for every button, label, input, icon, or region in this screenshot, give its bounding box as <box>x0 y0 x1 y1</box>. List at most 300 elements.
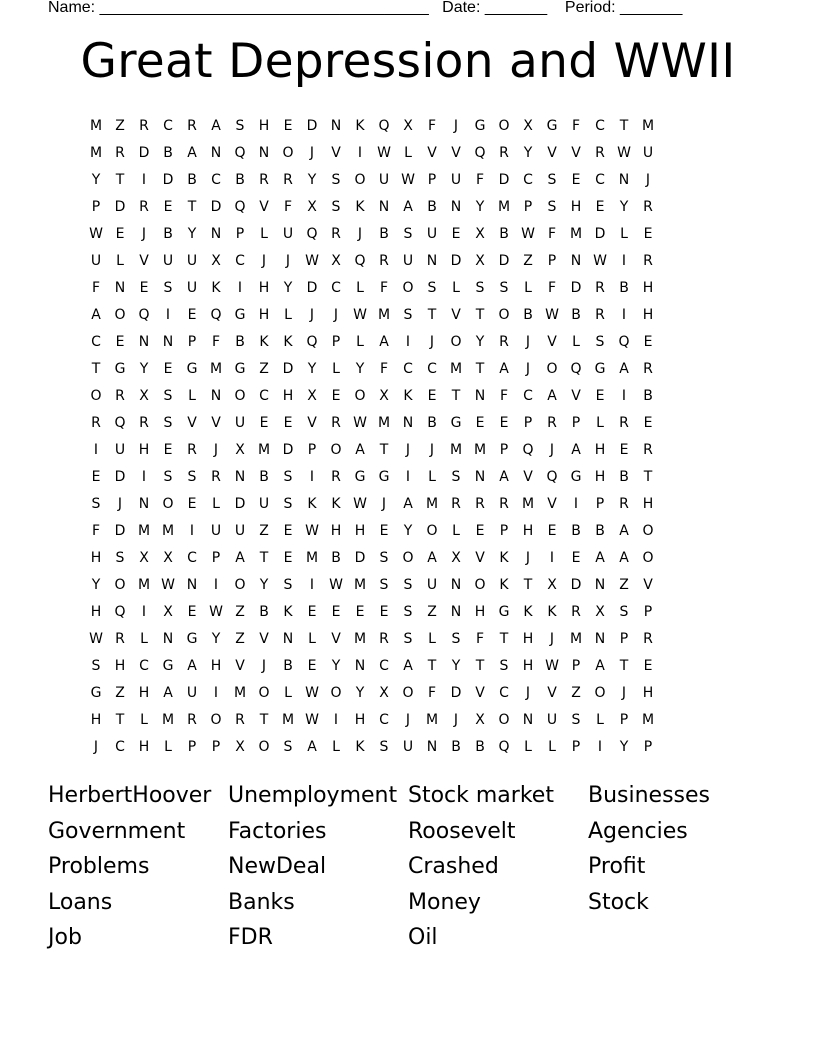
grid-letter: R <box>595 144 605 161</box>
grid-letter: F <box>379 360 389 377</box>
grid-letter: U <box>186 252 198 269</box>
grid-letter: R <box>115 387 125 404</box>
word-bank-item: FDR <box>228 925 273 951</box>
grid-letter: P <box>211 550 221 567</box>
grid-letter: V <box>259 198 269 215</box>
grid-letter: X <box>475 225 485 242</box>
grid-letter: N <box>570 252 582 269</box>
word-bank-item: Government <box>48 818 186 844</box>
grid-letter: K <box>403 387 413 404</box>
grid-letter: Y <box>475 333 485 350</box>
grid-letter: J <box>213 441 219 458</box>
grid-letter: X <box>211 252 221 269</box>
grid-letter: A <box>187 144 197 161</box>
grid-letter: S <box>547 171 557 188</box>
grid-letter: U <box>426 225 438 242</box>
grid-letter: O <box>330 441 342 458</box>
grid-letter: A <box>619 550 629 567</box>
grid-letter: Y <box>307 360 317 377</box>
grid-letter: Z <box>259 522 269 539</box>
grid-letter: A <box>547 387 557 404</box>
grid-letter: R <box>619 414 629 431</box>
grid-letter: E <box>187 306 197 323</box>
grid-letter: T <box>187 198 197 215</box>
grid-letter: J <box>525 333 531 350</box>
grid-letter: E <box>331 604 341 621</box>
grid-letter: L <box>524 279 532 296</box>
grid-letter: Q <box>234 144 246 161</box>
grid-letter: R <box>379 252 389 269</box>
grid-letter: A <box>403 495 413 512</box>
grid-letter: R <box>643 441 653 458</box>
grid-letter: S <box>403 577 413 594</box>
grid-row <box>84 680 732 707</box>
grid-letter: I <box>309 468 315 485</box>
grid-letter: E <box>571 171 581 188</box>
grid-letter: N <box>522 712 534 729</box>
grid-letter: R <box>379 631 389 648</box>
grid-letter: E <box>619 441 629 458</box>
grid-letter: I <box>333 712 339 729</box>
grid-letter: I <box>573 495 579 512</box>
grid-letter: S <box>163 279 173 296</box>
grid-letter: B <box>163 144 173 161</box>
grid-row <box>84 490 732 517</box>
grid-letter: M <box>137 522 151 539</box>
grid-letter: U <box>162 252 174 269</box>
grid-letter: Y <box>211 631 221 648</box>
grid-letter: Q <box>546 468 558 485</box>
grid-letter: E <box>283 414 293 431</box>
grid-letter: R <box>331 468 341 485</box>
grid-letter: P <box>643 739 653 756</box>
grid-letter: F <box>91 522 101 539</box>
grid-letter: V <box>451 306 461 323</box>
grid-letter: J <box>405 441 411 458</box>
grid-letter: Q <box>618 333 630 350</box>
word-bank-item: Roosevelt <box>408 818 516 844</box>
grid-row <box>84 301 732 328</box>
grid-letter: Q <box>306 333 318 350</box>
grid-letter: J <box>525 550 531 567</box>
grid-letter: D <box>354 550 366 567</box>
grid-letter: F <box>475 631 485 648</box>
grid-letter: B <box>163 225 173 242</box>
grid-letter: N <box>114 279 126 296</box>
grid-letter: E <box>307 604 317 621</box>
grid-letter: C <box>523 171 533 188</box>
grid-letter: E <box>331 387 341 404</box>
grid-letter: M <box>89 144 103 161</box>
grid-letter: C <box>211 171 221 188</box>
grid-letter: A <box>595 550 605 567</box>
grid-letter: X <box>547 577 557 594</box>
grid-letter: R <box>91 414 101 431</box>
grid-letter: N <box>138 495 150 512</box>
grid-letter: S <box>619 604 629 621</box>
grid-letter: D <box>114 468 126 485</box>
grid-letter: O <box>90 387 102 404</box>
grid-letter: V <box>451 144 461 161</box>
grid-letter: U <box>186 685 198 702</box>
grid-letter: O <box>258 685 270 702</box>
grid-letter: M <box>497 198 511 215</box>
word-bank-item: Profit <box>588 854 646 880</box>
grid-letter: L <box>428 468 436 485</box>
grid-letter: P <box>427 171 437 188</box>
grid-letter: N <box>474 387 486 404</box>
grid-letter: G <box>234 306 246 323</box>
grid-letter: M <box>521 495 535 512</box>
grid-letter: O <box>402 685 414 702</box>
grid-row <box>84 599 732 626</box>
grid-letter: E <box>379 522 389 539</box>
grid-letter: D <box>282 360 294 377</box>
grid-letter: S <box>115 550 125 567</box>
grid-letter: J <box>525 685 531 702</box>
grid-letter: M <box>473 441 487 458</box>
grid-letter: M <box>353 631 367 648</box>
grid-letter: V <box>307 414 317 431</box>
grid-letter: U <box>186 279 198 296</box>
grid-letter: V <box>139 252 149 269</box>
grid-letter: M <box>449 360 463 377</box>
grid-letter: M <box>305 550 319 567</box>
grid-letter: B <box>619 279 629 296</box>
grid-letter: L <box>572 333 580 350</box>
grid-letter: G <box>234 360 246 377</box>
grid-letter: V <box>331 144 341 161</box>
grid-letter: P <box>91 198 101 215</box>
grid-letter: N <box>378 198 390 215</box>
grid-letter: L <box>140 712 148 729</box>
grid-letter: E <box>259 414 269 431</box>
grid-letter: T <box>475 306 485 323</box>
grid-letter: F <box>427 117 437 134</box>
grid-letter: B <box>187 171 197 188</box>
grid-letter: W <box>305 252 319 269</box>
grid-letter: P <box>571 739 581 756</box>
grid-letter: A <box>91 306 101 323</box>
grid-letter: H <box>330 522 342 539</box>
grid-letter: W <box>353 495 367 512</box>
grid-letter: X <box>235 441 245 458</box>
grid-letter: G <box>90 685 102 702</box>
grid-letter: P <box>187 739 197 756</box>
grid-letter: M <box>257 441 271 458</box>
word-bank <box>48 780 768 958</box>
grid-letter: H <box>570 198 582 215</box>
grid-letter: S <box>163 414 173 431</box>
grid-letter: P <box>619 712 629 729</box>
grid-letter: M <box>209 360 223 377</box>
grid-row <box>84 328 732 355</box>
grid-letter: N <box>330 117 342 134</box>
grid-letter: U <box>450 171 462 188</box>
grid-letter: W <box>305 712 319 729</box>
grid-letter: G <box>186 631 198 648</box>
grid-letter: T <box>115 712 125 729</box>
page-title: Great Depression and WWII <box>80 34 736 89</box>
grid-letter: A <box>163 685 173 702</box>
grid-letter: E <box>547 522 557 539</box>
grid-letter: N <box>450 198 462 215</box>
grid-letter: V <box>187 414 197 431</box>
grid-letter: F <box>499 387 509 404</box>
grid-letter: P <box>643 604 653 621</box>
grid-letter: E <box>283 117 293 134</box>
grid-letter: E <box>643 658 653 675</box>
grid-row <box>84 653 732 680</box>
grid-letter: I <box>141 468 147 485</box>
grid-letter: R <box>571 604 581 621</box>
grid-letter: S <box>427 279 437 296</box>
grid-letter: N <box>186 577 198 594</box>
grid-row <box>84 734 732 761</box>
grid-letter: G <box>162 658 174 675</box>
grid-letter: F <box>283 198 293 215</box>
grid-letter: H <box>282 387 294 404</box>
grid-letter: S <box>595 333 605 350</box>
grid-letter: O <box>402 279 414 296</box>
grid-row <box>84 220 732 247</box>
grid-letter: M <box>569 225 583 242</box>
grid-letter: I <box>165 306 171 323</box>
grid-letter: U <box>402 739 414 756</box>
word-bank-item: Oil <box>408 925 438 951</box>
grid-row <box>84 166 732 193</box>
grid-letter: K <box>259 333 269 350</box>
grid-letter: O <box>114 577 126 594</box>
grid-letter: J <box>549 441 555 458</box>
grid-letter: E <box>163 198 173 215</box>
grid-letter: G <box>450 414 462 431</box>
grid-letter: J <box>645 171 651 188</box>
grid-letter: O <box>234 577 246 594</box>
grid-letter: T <box>619 117 629 134</box>
grid-letter: U <box>282 225 294 242</box>
grid-letter: M <box>281 712 295 729</box>
grid-letter: H <box>138 685 150 702</box>
grid-letter: T <box>619 658 629 675</box>
grid-letter: O <box>282 144 294 161</box>
grid-letter: I <box>189 522 195 539</box>
grid-letter: Y <box>331 658 341 675</box>
grid-letter: K <box>283 604 293 621</box>
grid-letter: L <box>620 225 628 242</box>
grid-letter: T <box>643 468 653 485</box>
grid-letter: D <box>114 198 126 215</box>
grid-letter: O <box>210 712 222 729</box>
grid-letter: H <box>138 739 150 756</box>
grid-letter: P <box>547 252 557 269</box>
grid-letter: A <box>235 550 245 567</box>
grid-letter: A <box>499 360 509 377</box>
grid-letter: E <box>595 198 605 215</box>
word-bank-item: Money <box>408 889 481 915</box>
grid-letter: C <box>595 117 605 134</box>
grid-letter: D <box>306 279 318 296</box>
grid-letter: I <box>93 441 99 458</box>
grid-letter: H <box>90 712 102 729</box>
grid-row <box>84 139 732 166</box>
grid-letter: O <box>498 712 510 729</box>
grid-letter: G <box>186 360 198 377</box>
grid-letter: I <box>357 144 363 161</box>
grid-letter: D <box>594 225 606 242</box>
grid-letter: Y <box>355 360 365 377</box>
grid-letter: S <box>331 198 341 215</box>
grid-letter: Q <box>498 739 510 756</box>
grid-letter: A <box>355 441 365 458</box>
grid-letter: H <box>210 658 222 675</box>
grid-letter: P <box>307 441 317 458</box>
grid-letter: Y <box>403 522 413 539</box>
grid-letter: A <box>211 117 221 134</box>
grid-row <box>84 193 732 220</box>
grid-letter: R <box>331 414 341 431</box>
grid-letter: R <box>643 631 653 648</box>
grid-letter: E <box>451 225 461 242</box>
grid-letter: P <box>211 739 221 756</box>
grid-letter: C <box>91 333 101 350</box>
grid-letter: X <box>379 387 389 404</box>
grid-letter: D <box>450 685 462 702</box>
grid-letter: H <box>258 306 270 323</box>
grid-letter: R <box>619 495 629 512</box>
grid-letter: K <box>547 604 557 621</box>
grid-letter: D <box>138 144 150 161</box>
grid-letter: X <box>523 117 533 134</box>
grid-letter: D <box>210 198 222 215</box>
word-bank-item: NewDeal <box>228 854 327 880</box>
grid-row <box>84 436 732 463</box>
grid-letter: A <box>379 333 389 350</box>
grid-letter: V <box>547 685 557 702</box>
grid-letter: Q <box>378 117 390 134</box>
grid-letter: O <box>426 522 438 539</box>
grid-letter: L <box>188 387 196 404</box>
word-bank-item: Crashed <box>408 854 499 880</box>
grid-letter: O <box>258 739 270 756</box>
grid-letter: E <box>475 522 485 539</box>
grid-letter: C <box>139 658 149 675</box>
grid-letter: O <box>642 522 654 539</box>
grid-letter: E <box>163 360 173 377</box>
grid-letter: M <box>161 712 175 729</box>
grid-letter: P <box>619 631 629 648</box>
grid-letter: R <box>499 333 509 350</box>
grid-letter: H <box>354 522 366 539</box>
grid-letter: C <box>595 171 605 188</box>
grid-letter: R <box>187 117 197 134</box>
word-bank-item: Agencies <box>588 818 688 844</box>
grid-letter: L <box>428 631 436 648</box>
grid-letter: H <box>642 306 654 323</box>
grid-letter: J <box>405 712 411 729</box>
grid-letter: E <box>499 414 509 431</box>
grid-letter: T <box>523 577 533 594</box>
grid-letter: C <box>427 360 437 377</box>
grid-row <box>84 247 732 274</box>
word-bank-item: Unemployment <box>228 783 398 808</box>
grid-letter: V <box>259 631 269 648</box>
grid-letter: M <box>377 306 391 323</box>
grid-letter: V <box>211 414 221 431</box>
grid-letter: C <box>379 712 389 729</box>
grid-letter: V <box>523 468 533 485</box>
grid-letter: R <box>643 198 653 215</box>
grid-letter: V <box>235 658 245 675</box>
grid-letter: F <box>211 333 221 350</box>
grid-letter: O <box>330 685 342 702</box>
grid-letter: K <box>307 495 317 512</box>
grid-letter: S <box>163 387 173 404</box>
grid-letter: A <box>571 441 581 458</box>
grid-letter: Y <box>355 685 365 702</box>
grid-letter: W <box>377 144 391 161</box>
grid-letter: U <box>378 171 390 188</box>
grid-letter: U <box>426 577 438 594</box>
grid-letter: Z <box>571 685 581 702</box>
grid-letter: W <box>329 577 343 594</box>
grid-letter: L <box>308 631 316 648</box>
grid-letter: R <box>331 225 341 242</box>
grid-letter: E <box>307 658 317 675</box>
grid-letter: D <box>570 577 582 594</box>
grid-letter: J <box>429 441 435 458</box>
grid-letter: E <box>643 414 653 431</box>
grid-letter: V <box>475 550 485 567</box>
grid-letter: X <box>331 252 341 269</box>
grid-letter: A <box>619 360 629 377</box>
grid-letter: U <box>546 712 558 729</box>
grid-letter: S <box>379 577 389 594</box>
grid-letter: J <box>621 685 627 702</box>
grid-letter: W <box>545 306 559 323</box>
grid-letter: E <box>643 225 653 242</box>
grid-letter: N <box>426 739 438 756</box>
grid-letter: N <box>450 604 462 621</box>
grid-letter: P <box>523 198 533 215</box>
grid-letter: V <box>331 631 341 648</box>
grid-letter: D <box>306 117 318 134</box>
grid-letter: F <box>547 279 557 296</box>
grid-letter: N <box>138 333 150 350</box>
grid-letter: G <box>114 360 126 377</box>
grid-letter: H <box>642 685 654 702</box>
grid-letter: J <box>93 739 99 756</box>
grid-letter: X <box>139 387 149 404</box>
grid-letter: P <box>523 414 533 431</box>
grid-letter: L <box>332 739 340 756</box>
grid-letter: G <box>378 468 390 485</box>
grid-letter: L <box>212 495 220 512</box>
grid-letter: L <box>284 306 292 323</box>
grid-letter: U <box>210 522 222 539</box>
grid-letter: R <box>475 495 485 512</box>
grid-letter: T <box>91 360 101 377</box>
grid-letter: M <box>233 685 247 702</box>
grid-letter: P <box>571 414 581 431</box>
grid-letter: N <box>162 631 174 648</box>
grid-letter: Q <box>234 198 246 215</box>
grid-letter: B <box>283 658 293 675</box>
grid-letter: I <box>621 306 627 323</box>
grid-letter: V <box>547 495 557 512</box>
grid-letter: J <box>525 360 531 377</box>
grid-letter: N <box>282 631 294 648</box>
